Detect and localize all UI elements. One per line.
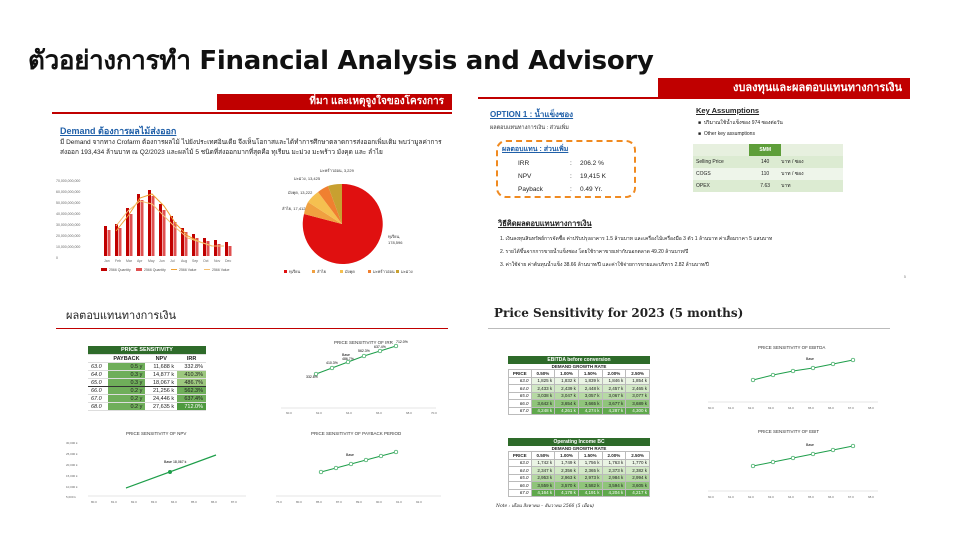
- ka-head: SMM: [749, 144, 781, 156]
- svg-text:PRICE SENSITIVITY OF NPV: PRICE SENSITIVITY OF NPV: [126, 431, 187, 436]
- svg-text:80.0: 80.0: [296, 500, 302, 504]
- legend-swatch: [340, 270, 343, 273]
- method-item: 3. ค่าใช้จ่าย ค่าต้นทุนน้ำแข็ง 38.66 ล้านบาท/ปี และค่าใช้จ่ายการขายและบริหาร 2.82 ล้านบาท/ปี: [500, 262, 709, 268]
- matrix-row: 66.0 3,559 k 3,570 k 3,582 k 3,594 k 3,605 k: [509, 482, 650, 490]
- x-tick-label: Jul: [170, 259, 175, 263]
- note: Note : เดือน สิงหาคม – ธันวาคม 2566 (5 เดือน): [496, 504, 594, 509]
- bar: [229, 246, 232, 256]
- irr-sensitivity-chart: [266, 336, 446, 428]
- operating-income-matrix: Operating Income BC DEMAND GROWTH RATE PRICE 0.50% 1.00% 1.50% 2.00% 2.50% 63.0 1,742 k 1,749 k 1,756 k 1,763 k 1,770 k 64.0 2,347 k 2,356 k 2,365 k 2,373 k 2,382 k 65.0 2,953 k 2,963 k 2,973 k 2,984 k 2,994 k 66.0 3,559 k 3,570 k 3,582 k 3,594 k 3,605 k 67.0 4,164 k 4,178 k 4,191 k 4,204 k 4,217 k: [508, 438, 650, 497]
- svg-text:562.3%: 562.3%: [358, 349, 370, 353]
- table-row: 67.0 0.2 y 24,446 k 637.4%: [88, 395, 206, 403]
- ebit-sensitivity-chart: [703, 426, 883, 501]
- y-tick-label: 20,000,000,000: [56, 234, 81, 238]
- bar: [119, 228, 122, 256]
- svg-text:PRICE SENSITIVITY OF EBITDA: PRICE SENSITIVITY OF EBITDA: [758, 345, 826, 350]
- divider: [52, 112, 452, 114]
- svg-text:83.0: 83.0: [151, 500, 157, 504]
- metric-irr-label: IRR: [518, 160, 530, 167]
- returns-box-title: ผลตอบแทน : ส่วนเพิ่ม: [502, 146, 569, 153]
- svg-text:86.0: 86.0: [211, 500, 217, 504]
- matrix-row: 67.0 4,248 k 4,261 k 4,274 k 4,287 k 4,300 k: [509, 407, 650, 415]
- svg-text:92.0: 92.0: [416, 500, 422, 504]
- svg-text:PRICE SENSITIVITY OF IRR: PRICE SENSITIVITY OF IRR: [334, 340, 393, 345]
- svg-text:410.3%: 410.3%: [326, 361, 338, 365]
- ka-key: COGS: [696, 171, 711, 177]
- svg-text:67.0: 67.0: [848, 406, 854, 410]
- ka-val: 7.63: [760, 183, 771, 189]
- bar: [225, 242, 228, 256]
- svg-text:2566 Value: 2566 Value: [212, 268, 230, 272]
- svg-text:712.0%: 712.0%: [396, 340, 408, 344]
- legend-label: มะม่วง: [401, 269, 413, 274]
- pie-label: ลำไย, 17,412: [282, 206, 306, 211]
- metric-payback-label: Payback: [518, 186, 543, 193]
- ebitda-sensitivity-chart: [703, 342, 883, 412]
- svg-text:65.0: 65.0: [808, 406, 814, 410]
- matrix-row: 66.0 3,642 k 3,654 k 3,665 k 3,677 k 3,689 k: [509, 400, 650, 408]
- svg-text:15,000 k: 15,000 k: [66, 474, 78, 478]
- table-row: 64.0 0.3 y 14,877 k 410.3%: [88, 371, 206, 379]
- ka-key: OPEX: [696, 183, 710, 189]
- panel-price-sensitivity-2023: [488, 298, 890, 513]
- x-tick-label: Jun: [159, 259, 165, 263]
- option-title: OPTION 1 : น้ำแข็งซอง: [490, 110, 574, 119]
- matrix-row: 64.0 2,433 k 2,439 k 2,448 k 2,457 k 2,465 k: [509, 385, 650, 393]
- bar: [104, 226, 107, 256]
- matrix-row: 63.0 1,825 k 1,832 k 1,839 k 1,846 k 1,854 k: [509, 377, 650, 385]
- matrix-title: EBITDA before conversion: [508, 356, 650, 364]
- svg-text:5,000 k: 5,000 k: [66, 495, 76, 499]
- pie-label: ทุเรียน,: [388, 234, 401, 239]
- svg-text:90.0: 90.0: [376, 500, 382, 504]
- npv-sensitivity-chart: [66, 428, 251, 508]
- x-tick-label: Sep: [192, 259, 199, 263]
- svg-text:68.0: 68.0: [868, 406, 874, 410]
- matrix-title: Operating Income BC: [508, 438, 650, 446]
- x-tick-label: Feb: [115, 259, 122, 263]
- svg-text:2566 Quantity: 2566 Quantity: [109, 268, 131, 272]
- month-labels: [104, 259, 231, 263]
- divider: [488, 328, 890, 329]
- page-title: ตัวอย่างการทำ Financial Analysis and Advisory: [28, 46, 654, 76]
- svg-text:68.0: 68.0: [868, 495, 874, 499]
- key-assumption-item: ■ Other key assumptions: [698, 131, 755, 137]
- svg-text:61.0: 61.0: [728, 406, 734, 410]
- x-tick-label: Dec: [225, 259, 232, 263]
- svg-text:Base: Base: [806, 443, 814, 447]
- financial-returns-title: ผลตอบแทนทางการเงิน: [66, 309, 176, 322]
- legend-label: มังคุด: [345, 269, 355, 274]
- bar: [192, 234, 195, 256]
- ebitda-matrix: EBITDA before conversion DEMAND GROWTH RATE PRICE 0.50% 1.00% 1.50% 2.00% 2.50% 63.0 1,825 k 1,832 k 1,839 k 1,846 k 1,854 k 64.0 2,433 k 2,439 k 2,448 k 2,457 k 2,465 k 65.0 3,038 k 3,047 k 3,057 k 3,067 k 3,077 k 66.0 3,642 k 3,654 k 3,665 k 3,677 k 3,689 k 67.0 4,248 k 4,261 k 4,274 k 4,287 k 4,300 k: [508, 356, 650, 415]
- metric-npv-value: 19,415 K: [580, 173, 607, 180]
- svg-text:80.0: 80.0: [91, 500, 97, 504]
- table-title: PRICE SENSITIVITY: [88, 346, 206, 355]
- ka-unit: บาท / ซอง: [781, 159, 804, 165]
- svg-text:87.0: 87.0: [336, 500, 342, 504]
- svg-text:20,000 k: 20,000 k: [66, 463, 78, 467]
- svg-text:62.0: 62.0: [748, 495, 754, 499]
- svg-text:66.0: 66.0: [828, 495, 834, 499]
- svg-text:332.8%: 332.8%: [306, 375, 318, 379]
- pie-label: มะพร้าวอ่อน, 3,229: [320, 168, 354, 173]
- x-tick-label: Apr: [137, 259, 143, 263]
- bar: [130, 214, 133, 256]
- svg-text:63.0: 63.0: [768, 406, 774, 410]
- price-sensitivity-title: Price Sensitivity for 2023 (5 months): [494, 306, 744, 320]
- bar: [214, 240, 217, 256]
- key-assumptions-title: Key Assumptions: [696, 106, 760, 115]
- method-title: วิธีคิดผลตอบแทนทางการเงิน: [498, 219, 592, 228]
- demand-heading: Demand ต้องการผลไม้ส่งออก: [60, 126, 177, 136]
- svg-text:65.0: 65.0: [808, 495, 814, 499]
- bar: [148, 190, 151, 256]
- x-tick-label: Mar: [126, 259, 133, 263]
- svg-text:62.0: 62.0: [316, 411, 322, 415]
- bar: [108, 230, 111, 256]
- panel-financial-returns: [56, 298, 448, 513]
- svg-text:64.0: 64.0: [788, 406, 794, 410]
- matrix-row: 65.0 2,953 k 2,963 k 2,973 k 2,984 k 2,994 k: [509, 474, 650, 482]
- svg-text:61.0: 61.0: [728, 495, 734, 499]
- svg-text:2566 Quantity: 2566 Quantity: [144, 268, 166, 272]
- panel-investment-returns: [478, 78, 910, 288]
- bar: [203, 238, 206, 256]
- svg-text:2566 Value: 2566 Value: [179, 268, 197, 272]
- svg-text:PRICE SENSITIVITY OF PAYBACK P: PRICE SENSITIVITY OF PAYBACK PERIOD: [311, 431, 402, 436]
- metric-irr-value: 206.2 %: [580, 160, 604, 167]
- y-tick-label: 0: [56, 256, 58, 260]
- svg-text:60.0: 60.0: [708, 406, 714, 410]
- page-number: 5: [903, 274, 906, 279]
- svg-text:Base: Base: [806, 357, 814, 361]
- svg-text:75.0: 75.0: [276, 500, 282, 504]
- bar: [141, 200, 144, 256]
- matrix-row: 64.0 2,347 k 2,356 k 2,365 k 2,373 k 2,382 k: [509, 467, 650, 475]
- svg-text:84.0: 84.0: [171, 500, 177, 504]
- svg-text:63.0: 63.0: [768, 495, 774, 499]
- legend-label: มะพร้าวอ่อน: [373, 269, 395, 274]
- method-item: 2. รายได้ขึ้นจากการขายน้ำแข็งซอง โดยใช้ราคาขายเท่ากับนอกตลาด 49.20 ล้านบาท/ปี: [500, 249, 689, 255]
- pie-label: 178,596: [388, 240, 403, 245]
- svg-text:91.0: 91.0: [396, 500, 402, 504]
- svg-text:68.0: 68.0: [406, 411, 412, 415]
- banner-project-background: ที่มา และเหตุจูงใจของโครงการ: [217, 94, 452, 110]
- matrix-row: 65.0 3,038 k 3,047 k 3,057 k 3,067 k 3,077 k: [509, 392, 650, 400]
- divider: [478, 97, 910, 99]
- y-tick-label: 60,000,000,000: [56, 190, 81, 194]
- y-tick-label: 30,000,000,000: [56, 223, 81, 227]
- panel-project-background: [52, 92, 452, 282]
- matrix-row: 63.0 1,742 k 1,749 k 1,756 k 1,763 k 1,770 k: [509, 459, 650, 467]
- svg-text:486.7%: 486.7%: [342, 357, 354, 361]
- y-tick-label: 40,000,000,000: [56, 212, 81, 216]
- price-sensitivity-table: PRICE SENSITIVITY PAYBACK NPV IRR 63.0 0.5 y 11,688 k 332.8% 64.0 0.3 y 14,877 k 410.3% 65.0 0.3 y 18,067 k 486.7% 66.0 0.2 y 21,256 k 562.3% 67.0 0.2 y 24,446 k 637.4% 68.0 0.2 y 27,635 k 712.0%: [88, 346, 206, 411]
- svg-text:82.0: 82.0: [131, 500, 137, 504]
- svg-text:60.0: 60.0: [708, 495, 714, 499]
- y-tick-label: 70,000,000,000: [56, 179, 81, 183]
- svg-text:70.0: 70.0: [431, 411, 437, 415]
- svg-text:25,000 k: 25,000 k: [66, 452, 78, 456]
- table-row: 68.0 0.2 y 27,635 k 712.0%: [88, 403, 206, 411]
- svg-text:Base 18,067 k: Base 18,067 k: [164, 460, 187, 464]
- svg-text:87.0: 87.0: [231, 500, 237, 504]
- legend-swatch: [312, 270, 315, 273]
- x-tick-label: Aug: [181, 259, 188, 263]
- matrix-growth: DEMAND GROWTH RATE: [551, 446, 607, 451]
- pie-label: มะม่วง, 13,425: [294, 176, 321, 181]
- svg-text:81.0: 81.0: [111, 500, 117, 504]
- method-item: 1. เงินลงทุนสินทรัพย์การจัดซื้อ ค่าปรับปรุงอาคาร 1.5 ล้านบาท และเครื่องไม้เครื่องมือ 3 ตัว 1 ล้านบาท ค่าเสื่อมราคา 5 แสนบาท: [500, 236, 773, 242]
- pie-legend: [284, 269, 413, 275]
- svg-text:637.4%: 637.4%: [374, 345, 386, 349]
- legend-label: ทุเรียน: [289, 269, 301, 274]
- ka-key: Selling Price: [696, 159, 724, 165]
- x-tick-label: Nov: [214, 259, 221, 263]
- svg-text:10,000 k: 10,000 k: [66, 485, 78, 489]
- svg-text:66.0: 66.0: [828, 406, 834, 410]
- matrix-growth: DEMAND GROWTH RATE: [551, 364, 607, 369]
- metric-payback-value: 0.49 Yr.: [580, 186, 603, 193]
- legend-swatch: [368, 270, 371, 273]
- x-tick-label: May: [148, 259, 155, 263]
- metric-npv-label: NPV: [518, 173, 532, 180]
- metric-npv-colon: :: [570, 173, 572, 180]
- table-row: 66.0 0.2 y 21,256 k 562.3%: [88, 387, 206, 395]
- metric-irr-colon: :: [570, 160, 572, 167]
- svg-text:85.0: 85.0: [191, 500, 197, 504]
- y-tick-label: 10,000,000,000: [56, 245, 81, 249]
- key-assumptions-table: [693, 144, 843, 192]
- svg-text:85.0: 85.0: [316, 500, 322, 504]
- legend-swatch: [396, 270, 399, 273]
- ka-unit: บาท / ซอง: [781, 171, 804, 177]
- divider: [56, 328, 448, 329]
- ka-val: 140: [760, 159, 770, 165]
- option-subtitle: ผลตอบแทนทางการเงิน : ส่วนเพิ่ม: [490, 125, 569, 131]
- demand-body: มี Demand จากทาง Crofarm ต้องการผลไม้ ไปยังประเทศอินเดีย จึงเห็นโอกาสและได้ทำการศึกษาตลาดการส่งออกเพิ่มเติม พบว่ามูลค่าการส่งออก 193,434 ล้านบาท ณ Q2/2023 และผลไม้ 5 ชนิดที่ส่งออกมากที่สุดคือ ทุเรียน มะม่วง มะพร้าว มังคุด และ ลำไย: [60, 139, 442, 156]
- banner-investment-returns: งบลงทุนและผลตอบแทนทางการเงิน: [658, 78, 910, 98]
- svg-text:Base: Base: [346, 453, 354, 457]
- svg-text:66.0: 66.0: [376, 411, 382, 415]
- ka-val: 110: [761, 171, 770, 177]
- legend-swatch: [284, 270, 287, 273]
- svg-text:62.0: 62.0: [748, 406, 754, 410]
- y-axis-labels: [56, 179, 80, 260]
- x-tick-label: Jan: [104, 259, 110, 263]
- table-row: 63.0 0.5 y 11,688 k 332.8%: [88, 363, 206, 371]
- svg-text:64.0: 64.0: [346, 411, 352, 415]
- svg-text:64.0: 64.0: [788, 495, 794, 499]
- svg-text:89.0: 89.0: [356, 500, 362, 504]
- ka-unit: บาท: [781, 183, 791, 189]
- table-row: 65.0 0.3 y 18,067 k 486.7%: [88, 379, 206, 387]
- fruit-pie-chart: [282, 166, 452, 281]
- matrix-row: 67.0 4,164 k 4,178 k 4,191 k 4,204 k 4,217 k: [509, 489, 650, 497]
- key-assumption-item: ■ ปริมาณใช้น้ำแข็งซอง 974 ซองต่อวัน: [698, 120, 783, 126]
- svg-text:67.0: 67.0: [848, 495, 854, 499]
- metric-payback-colon: :: [570, 186, 572, 193]
- svg-text:60.0: 60.0: [286, 411, 292, 415]
- y-tick-label: 50,000,000,000: [56, 201, 81, 205]
- svg-text:PRICE SENSITIVITY OF EBIT: PRICE SENSITIVITY OF EBIT: [758, 429, 820, 434]
- export-bar-chart: [56, 176, 246, 276]
- payback-sensitivity-chart: [266, 428, 446, 508]
- x-tick-label: Oct: [203, 259, 209, 263]
- bar: [207, 241, 210, 256]
- svg-text:30,000 k: 30,000 k: [66, 441, 78, 445]
- legend-label: ลำไย: [317, 269, 327, 274]
- svg-text:Base: Base: [342, 353, 350, 357]
- pie-label: มังคุด, 13,222: [288, 190, 313, 195]
